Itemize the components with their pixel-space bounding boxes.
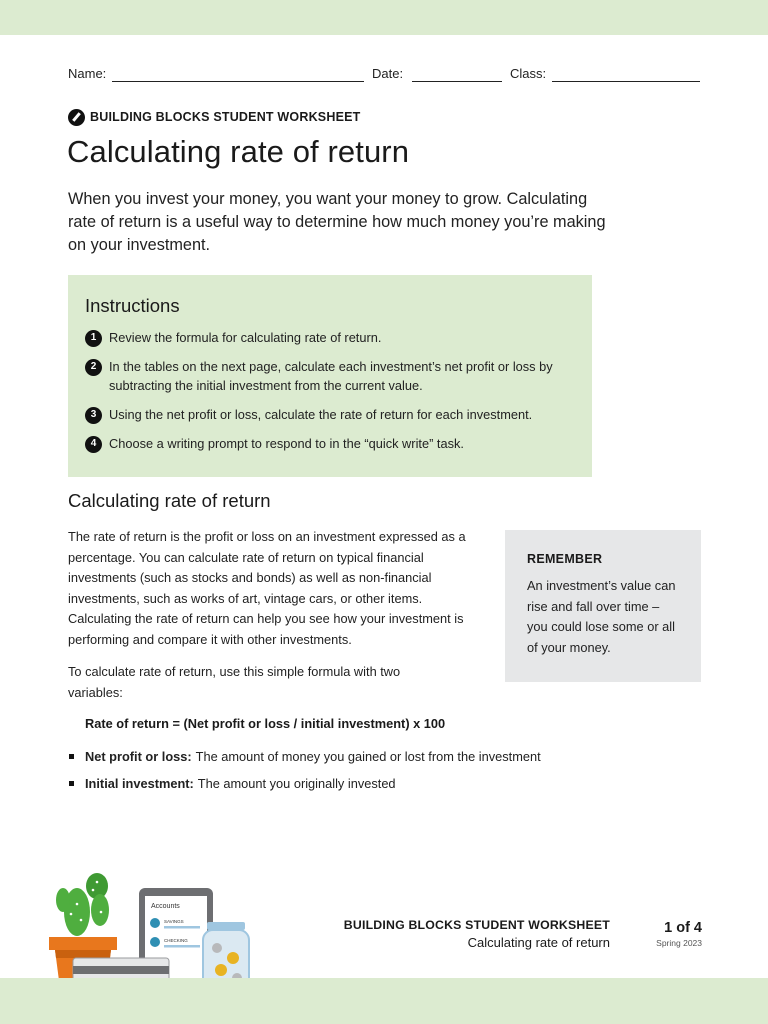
instruction-step [85, 435, 574, 454]
date-label: Date: [372, 66, 404, 81]
variable-term: Net profit or loss: [85, 749, 192, 764]
remember-body: An investment’s value can rise and fall over time – you could lose some or all of your money. [527, 578, 676, 655]
pencil-icon [68, 109, 85, 126]
top-color-band [0, 0, 768, 35]
page-title: Calculating rate of return [67, 134, 410, 169]
variable-definition: The amount you originally invested [197, 776, 396, 791]
footer-subtitle: Calculating rate of return [467, 935, 610, 950]
bottom-color-band [0, 978, 768, 1024]
footer-series: BUILDING BLOCKS STUDENT WORKSHEET [343, 918, 610, 932]
edition-date: Spring 2023 [656, 938, 702, 948]
instruction-step [85, 358, 574, 395]
step-number-badge: 4 [85, 436, 102, 453]
step-number-badge: 1 [85, 330, 102, 347]
page-indicator [650, 920, 702, 948]
name-field[interactable] [112, 81, 364, 82]
bullet-square-icon [69, 781, 74, 786]
intro-paragraph: When you invest your money, you want your money to grow. Calculating rate of return is a useful way to determine how much money you’re making on your investment. [68, 190, 606, 254]
variable-list [68, 747, 628, 801]
name-label: Name: [68, 66, 107, 81]
variable-definition: The amount of money you gained or lost from the investment [195, 749, 541, 764]
bullet-square-icon [69, 754, 74, 759]
rate-of-return-explanation: The rate of return is the profit or loss on an investment expressed as a percentage. You can calculate rate of return on typical financial investments (such as stocks and bonds) as well as non-financial investments, such as works of art, vintage cars, or other items. Calculating the rate of return can help you see how your investment is performing and compare it with other investments. [68, 529, 466, 647]
list-item [68, 747, 628, 767]
instruction-step [85, 406, 574, 425]
variable-term: Initial investment: [85, 776, 194, 791]
instruction-step [85, 329, 574, 348]
eyebrow-label: BUILDING BLOCKS STUDENT WORKSHEET [90, 110, 361, 124]
step-number-badge: 2 [85, 359, 102, 376]
instructions-heading: Instructions [85, 295, 180, 316]
step-text: Review the formula for calculating rate of return. [109, 330, 382, 345]
instructions-box [68, 275, 592, 477]
remember-title: REMEMBER [527, 552, 603, 566]
footer-title-block [330, 918, 610, 950]
page-current: 1 [664, 920, 673, 936]
section-heading: Calculating rate of return [68, 490, 271, 511]
student-info-line [68, 66, 700, 86]
class-label: Class: [510, 66, 547, 81]
list-item [68, 774, 628, 794]
cactus-icon [56, 873, 109, 936]
savings-label: SAVINGS [164, 919, 184, 924]
formula: Rate of return = (Net profit or loss / initial investment) x 100 [85, 716, 446, 731]
step-text: In the tables on the next page, calculate each investment’s net profit or loss by subtracting the initial investment from the current value. [109, 359, 553, 393]
accounts-label: Accounts [151, 903, 180, 910]
date-field[interactable] [412, 81, 502, 82]
formula-intro: To calculate rate of return, use this simple formula with two variables: [68, 664, 401, 700]
remember-callout [505, 530, 701, 682]
step-number-badge: 3 [85, 407, 102, 424]
step-text: Choose a writing prompt to respond to in the “quick write” task. [109, 435, 464, 451]
class-field[interactable] [552, 81, 700, 82]
step-text: Using the net profit or loss, calculate the rate of return for each investment. [109, 406, 533, 422]
worksheet-eyebrow [68, 107, 361, 127]
page-total: of 4 [676, 920, 702, 936]
checking-label: CHECKING [164, 938, 188, 943]
